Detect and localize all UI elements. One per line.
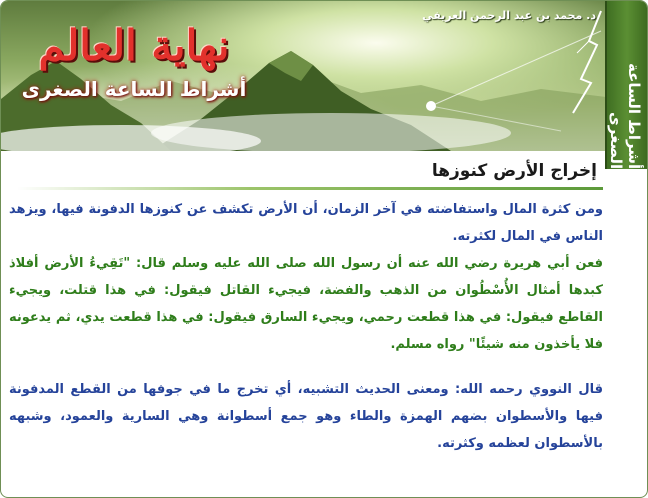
paragraph-spacer bbox=[9, 358, 603, 376]
intro-paragraph: ومن كثرة المال واستفاضته في آخر الزمان، أن الأرض تكشف عن كنوزها الدفونة فيها، ويزهد الناس في المال لكثرته. bbox=[9, 202, 603, 244]
author-name: د. محمد بن عبد الرحمن العريفي bbox=[422, 9, 596, 22]
site-subtitle: أشراط الساعة الصغرى bbox=[21, 77, 247, 101]
commentary-paragraph: قال النووي رحمه الله: ومعنى الحديث التشبيه، أي تخرج ما في جوفها من القطع المدفونة فيها والأسطوان بضهم الهمزة والطاء وهو جمع أسطوانة وهي السارية والعمود، وشبهه بالأسطوان لعظمه وكثرته. bbox=[9, 382, 603, 451]
hadith-paragraph: فعن أبي هريرة رضي الله عنه أن رسول الله صلى الله عليه وسلم قال: "تَقِيءُ الأرض أفلاذ كبدها أمثال الأُسْطُوان من الذهب والفضة، فيجيء القاتل فيقول: في هذا قتلت، ويجيء القاطع فيقول: في هذا قطعت رحمي، ويجيء السارق فيقول: في هذا قطعت يدي، ثم يدعونه فلا يأخذون منه شيئًا" رواه مسلم. bbox=[9, 256, 603, 352]
article-body bbox=[9, 151, 603, 491]
header-banner bbox=[1, 1, 606, 151]
section-side-tab[interactable] bbox=[605, 1, 647, 169]
article-heading: إخراج الأرض كنوزها bbox=[431, 161, 597, 181]
heading-underline bbox=[17, 187, 603, 190]
site-title: نهاية العالم bbox=[38, 21, 230, 70]
side-tab-label: أشراط الساعة الصغرى bbox=[607, 62, 643, 169]
